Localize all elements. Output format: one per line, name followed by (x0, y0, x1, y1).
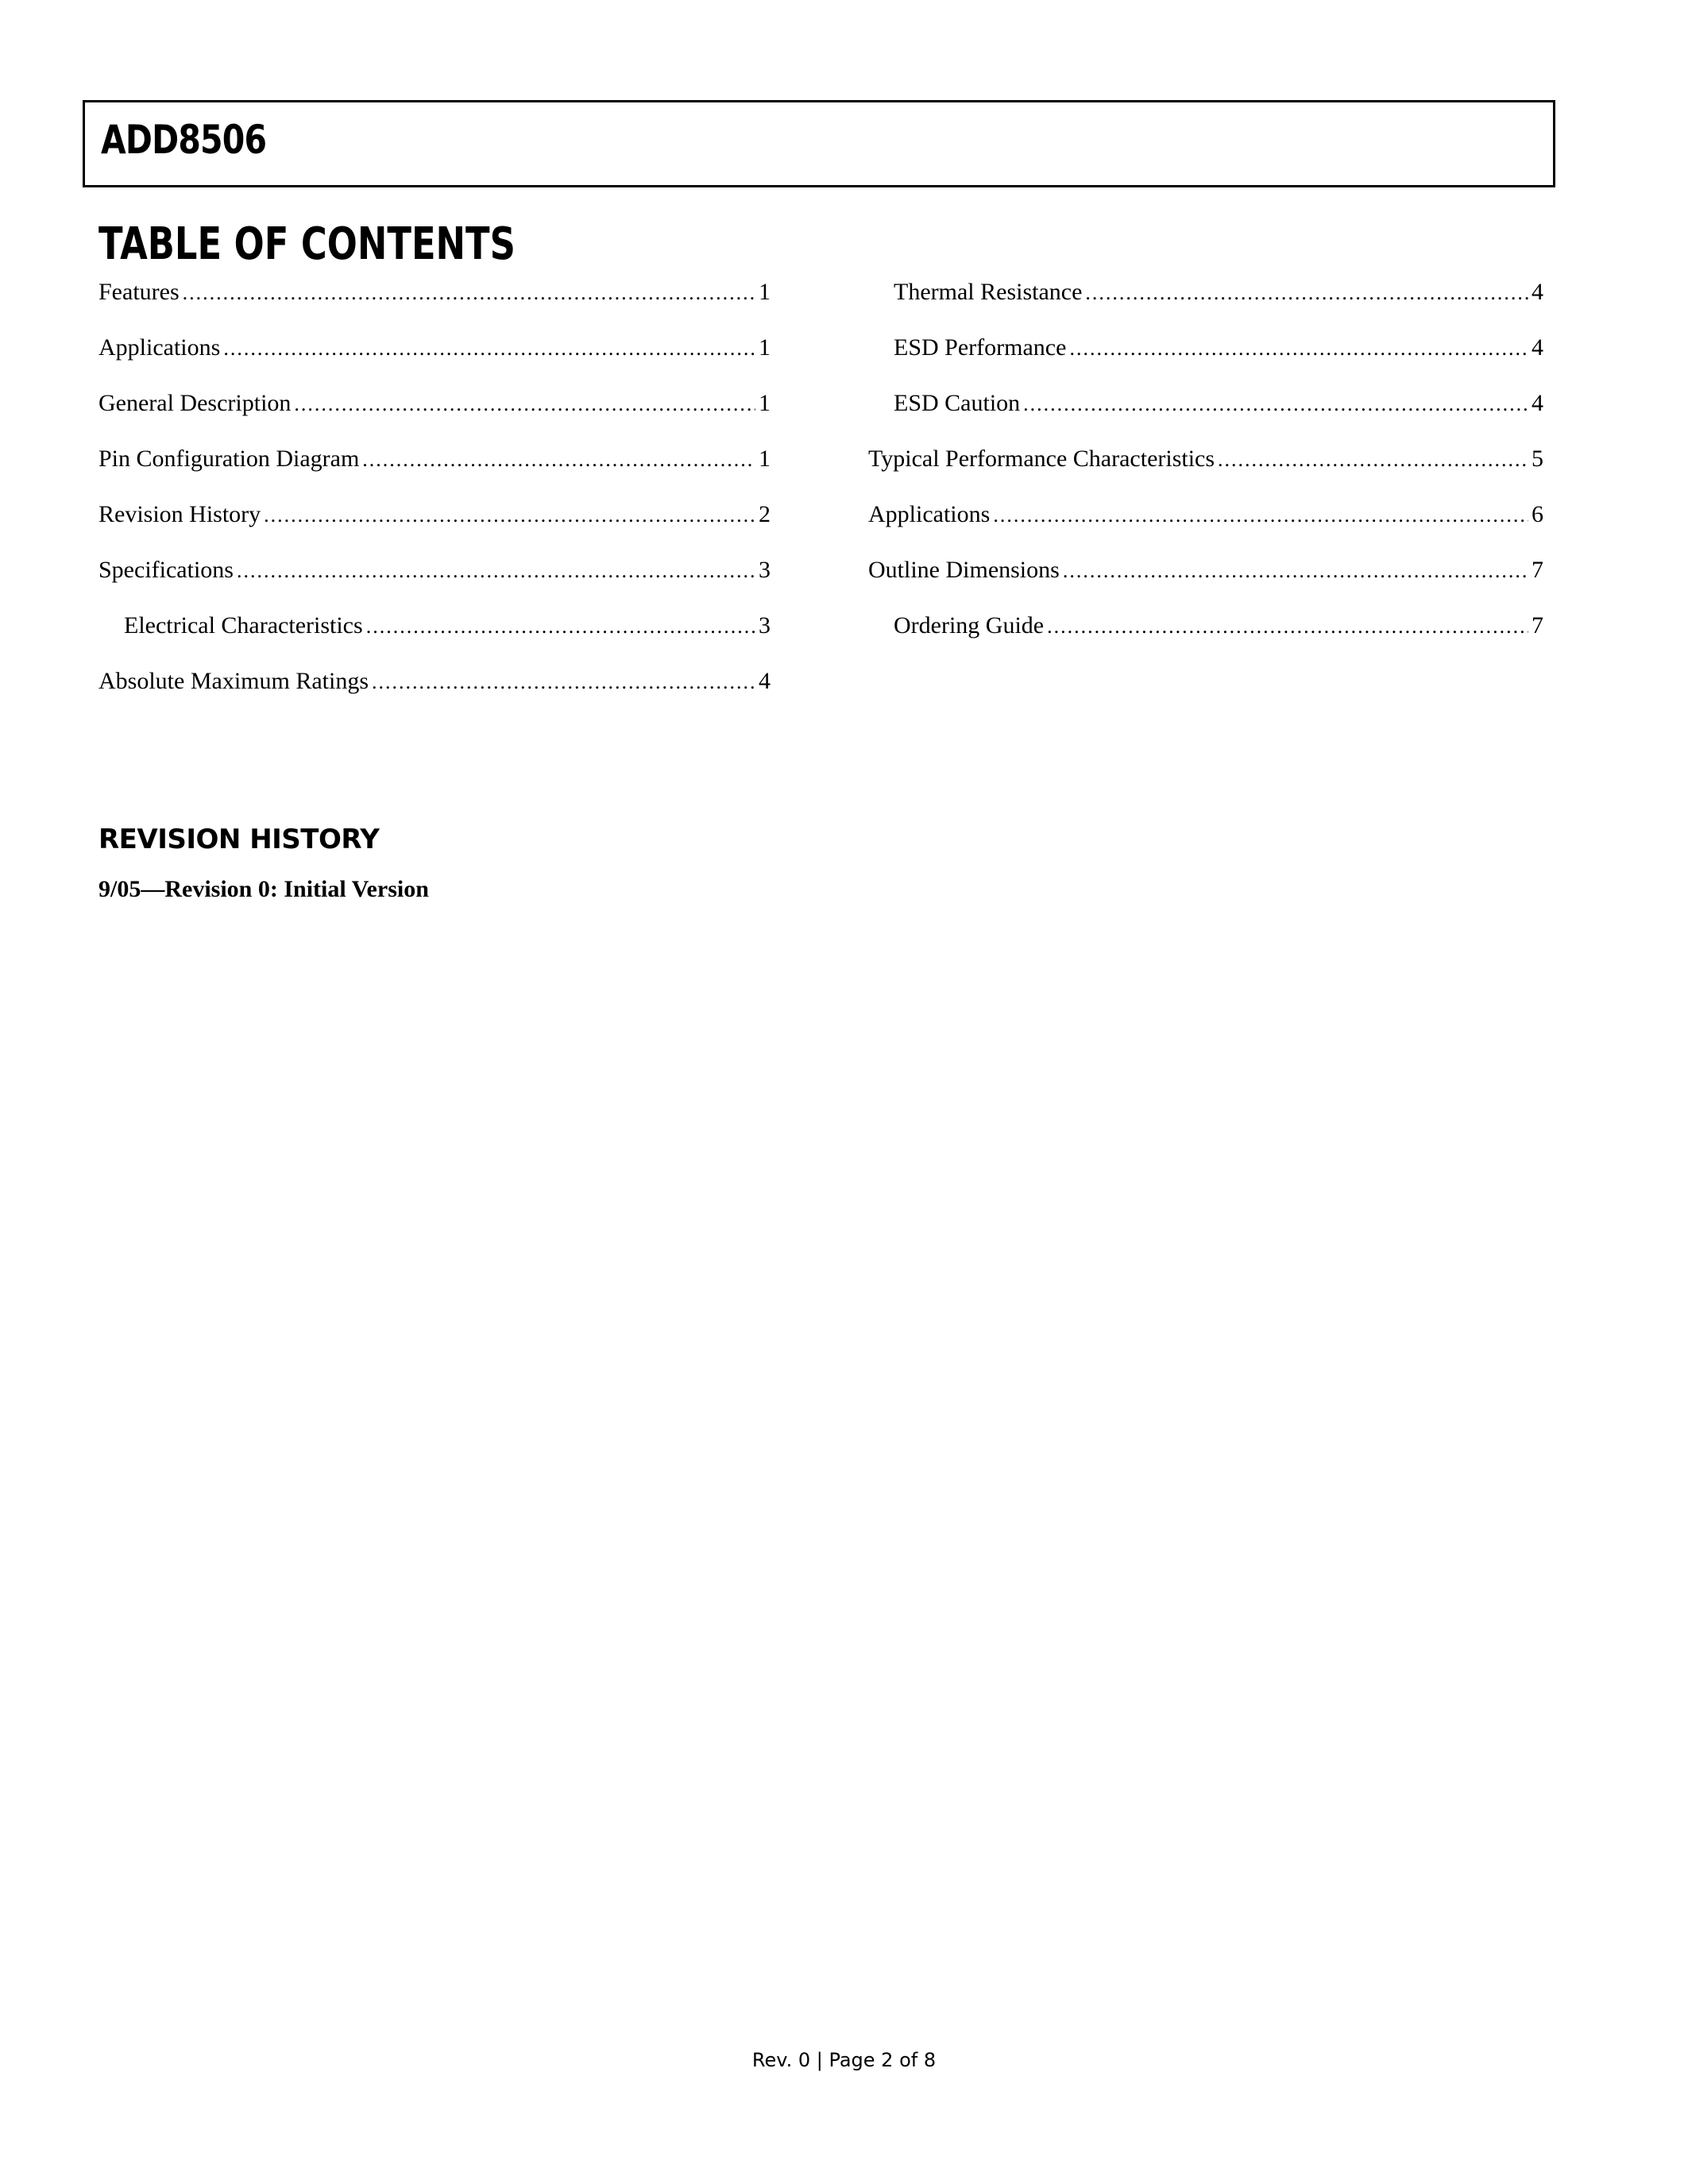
toc-dot-leader (294, 392, 755, 416)
toc-entry-page: 3 (759, 557, 771, 583)
toc-dot-leader (1069, 336, 1528, 361)
toc-dot-leader (1023, 392, 1528, 416)
toc-entry-page: 4 (1532, 279, 1543, 305)
toc-entry-page: 1 (759, 390, 771, 416)
toc-entry-page: 2 (759, 501, 771, 527)
toc-entry-label: Applications (98, 334, 221, 361)
toc-left-column (98, 278, 771, 723)
toc-entry-page: 5 (1532, 446, 1543, 472)
toc-dot-leader (237, 558, 755, 583)
toc-dot-leader (223, 336, 755, 361)
toc-entry-label: Specifications (98, 557, 234, 583)
toc-entry-label: ESD Caution (894, 390, 1021, 416)
toc-entry[interactable] (868, 500, 1543, 556)
toc-entry-label: Absolute Maximum Ratings (98, 668, 369, 694)
part-number: ADD8506 (101, 117, 267, 163)
toc-subentry[interactable] (868, 612, 1543, 667)
toc-entry-page: 6 (1532, 501, 1543, 527)
toc-dot-leader (1047, 614, 1528, 639)
toc-entry-page: 7 (1532, 557, 1543, 583)
toc-dot-leader (264, 503, 755, 527)
toc-dot-leader (372, 669, 755, 694)
toc-dot-leader (366, 614, 755, 639)
toc-entry-page: 3 (759, 612, 771, 639)
toc-dot-leader (183, 280, 755, 305)
toc-entry-label: Pin Configuration Diagram (98, 446, 360, 472)
toc-dot-leader (1085, 280, 1528, 305)
toc-dot-leader (993, 503, 1528, 527)
toc-subentry[interactable] (98, 612, 771, 667)
toc-subentry[interactable] (868, 278, 1543, 334)
toc-entry-label: Applications (868, 501, 991, 527)
toc-entry[interactable] (98, 389, 771, 445)
toc-entry-page: 4 (759, 668, 771, 694)
toc-entry-page: 1 (759, 279, 771, 305)
toc-entry-label: General Description (98, 390, 292, 416)
revision-entry: 9/05—Revision 0: Initial Version (98, 876, 429, 902)
toc-subentry[interactable] (868, 389, 1543, 445)
header-box (83, 100, 1555, 187)
toc-entry[interactable] (98, 500, 771, 556)
toc-entry[interactable] (98, 278, 771, 334)
toc-dot-leader (1218, 447, 1528, 472)
toc-entry[interactable] (98, 556, 771, 612)
toc-entry-page: 4 (1532, 334, 1543, 361)
toc-entry[interactable] (98, 445, 771, 500)
toc-entry-label: Thermal Resistance (894, 279, 1083, 305)
toc-right-column (868, 278, 1543, 667)
toc-entry-label: Electrical Characteristics (124, 612, 363, 639)
toc-entry[interactable] (98, 334, 771, 389)
toc-entry-page: 7 (1532, 612, 1543, 639)
toc-entry[interactable] (868, 445, 1543, 500)
toc-entry-label: ESD Performance (894, 334, 1067, 361)
revision-history-heading: REVISION HISTORY (98, 824, 380, 855)
toc-subentry[interactable] (868, 334, 1543, 389)
toc-entry-page: 4 (1532, 390, 1543, 416)
toc-entry-label: Typical Performance Characteristics (868, 446, 1215, 472)
toc-entry-page: 1 (759, 334, 771, 361)
toc-entry-label: Ordering Guide (894, 612, 1045, 639)
toc-entry-label: Features (98, 279, 180, 305)
page-footer: Rev. 0 | Page 2 of 8 (751, 2049, 937, 2071)
toc-dot-leader (362, 447, 755, 472)
toc-dot-leader (1063, 558, 1528, 583)
toc-entry-label: Outline Dimensions (868, 557, 1060, 583)
toc-entry-page: 1 (759, 446, 771, 472)
toc-title: TABLE OF CONTENTS (98, 218, 516, 270)
toc-entry[interactable] (98, 667, 771, 723)
toc-entry[interactable] (868, 556, 1543, 612)
toc-entry-label: Revision History (98, 501, 261, 527)
